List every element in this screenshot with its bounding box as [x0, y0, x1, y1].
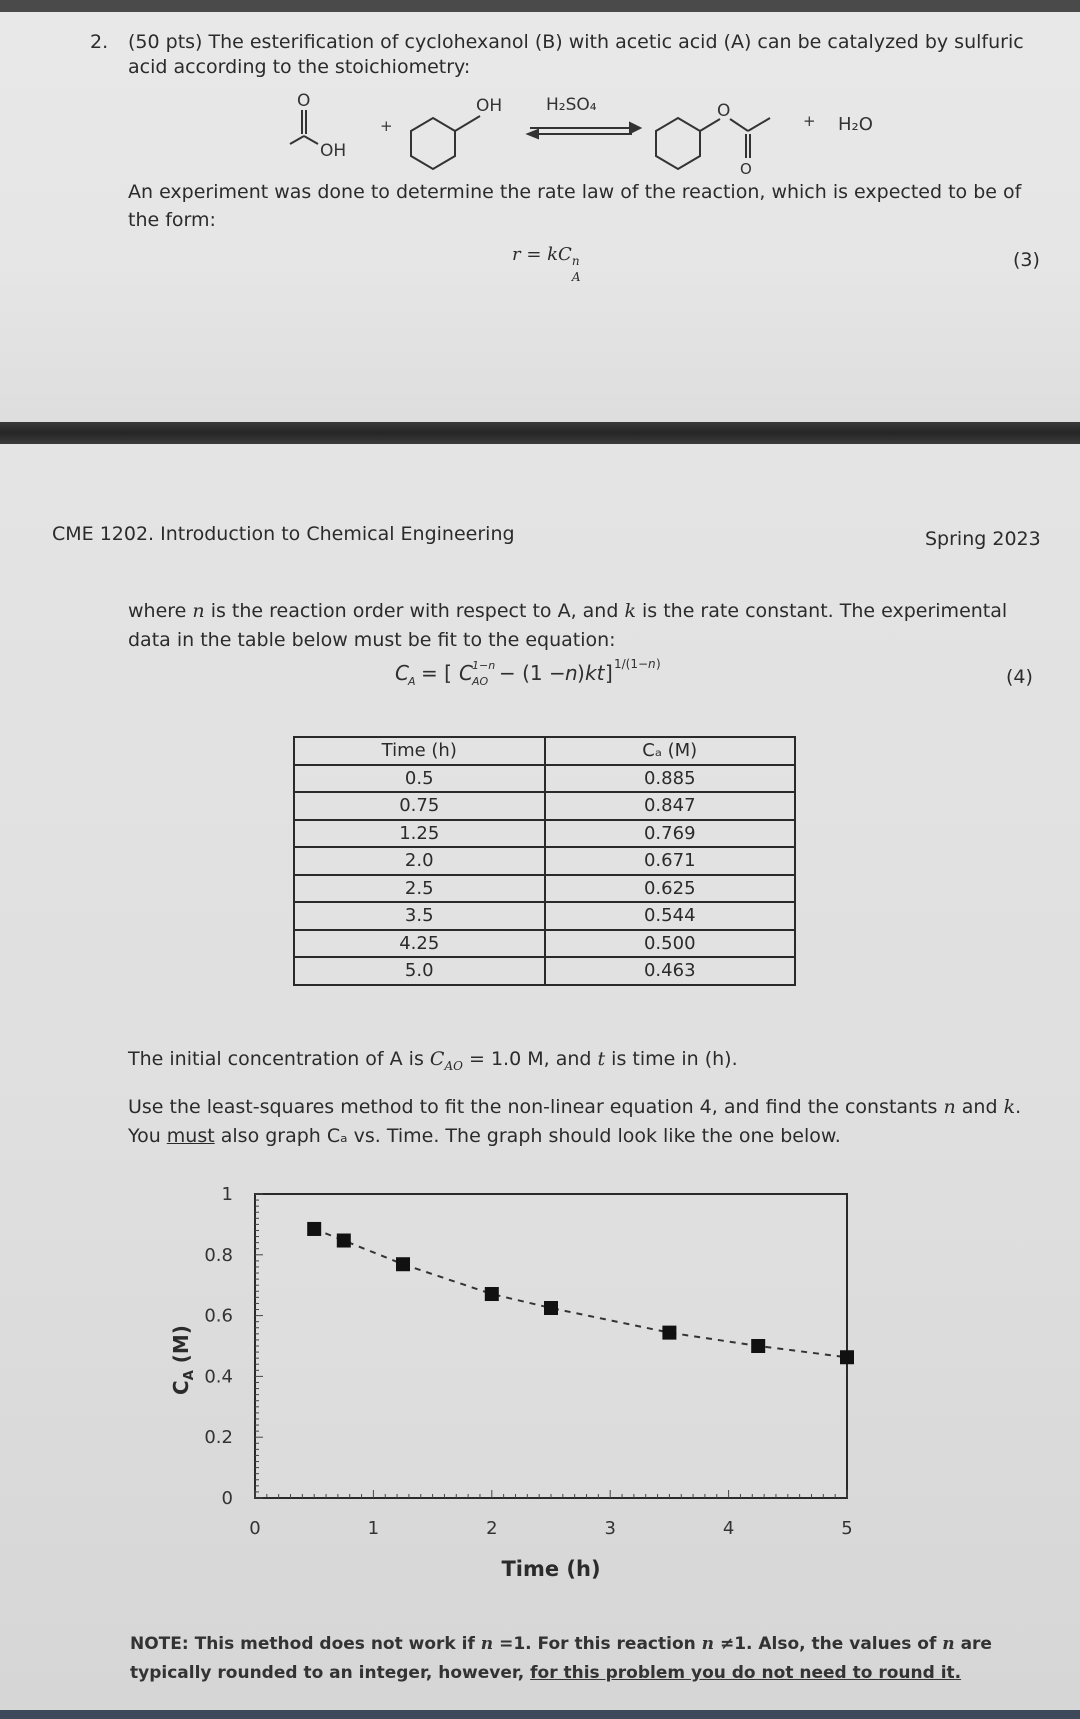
bottom-edge — [0, 1710, 1080, 1719]
cell-time: 0.5 — [294, 765, 545, 793]
svg-text:CA (M): $C_A$ (M) — [169, 1325, 197, 1395]
svg-text:C: C — [395, 661, 409, 685]
note-var-n3: n — [942, 1634, 955, 1654]
cont-text-a: where — [128, 600, 193, 622]
data-point — [396, 1257, 410, 1271]
ls-var-n: n — [943, 1096, 956, 1118]
ls-text-end: . — [1015, 1096, 1022, 1118]
cell-conc: 0.885 — [545, 765, 796, 793]
must-text-b: also graph Cₐ vs. Time. The graph should look like the one below. — [214, 1125, 841, 1147]
note-line-1 — [130, 1629, 992, 1659]
svg-text:= [: = [ — [421, 661, 452, 685]
cont-text-b: is the reaction order with respect to A, and — [204, 600, 625, 622]
y-tick-label: 0.8 — [204, 1244, 233, 1266]
y-tick-label: 0 — [221, 1488, 233, 1509]
y-tick-label: 0.4 — [204, 1366, 233, 1388]
x-tick-label: 4 — [722, 1518, 735, 1539]
svg-text:A: A — [408, 675, 416, 688]
table-row — [294, 792, 795, 820]
svg-text:): ) — [656, 657, 661, 671]
data-point — [307, 1222, 321, 1236]
rate-law-equation — [512, 240, 584, 284]
ls-text-and: and — [955, 1096, 1004, 1118]
cell-conc: 0.463 — [545, 957, 796, 985]
svg-text:kt: kt — [585, 661, 605, 685]
cell-time: 4.25 — [294, 930, 545, 958]
cell-time: 2.0 — [294, 847, 545, 875]
note-line-2 — [130, 1658, 961, 1688]
cont-var-n: n — [192, 600, 205, 622]
table-row — [294, 902, 795, 930]
intro-line-2: the form: — [128, 209, 216, 231]
cell-time: 5.0 — [294, 957, 545, 985]
ls-var-k: k — [1003, 1096, 1016, 1118]
cont-text-c: is the rate constant. The experimental — [635, 600, 1008, 622]
x-tick-label: 1 — [367, 1518, 380, 1539]
cell-conc: 0.847 — [545, 792, 796, 820]
page-divider — [0, 422, 1080, 444]
data-point — [840, 1350, 854, 1364]
plus-1: + — [380, 117, 393, 135]
y-axis-label — [169, 1325, 197, 1395]
cell-conc: 0.544 — [545, 902, 796, 930]
svg-text:AO: AO — [472, 675, 489, 688]
water-label: H₂O — [838, 114, 873, 135]
rate-law-sub: A — [571, 270, 581, 284]
note-text-a: NOTE: This method does not work if — [130, 1634, 481, 1654]
y-tick-label: 0.2 — [204, 1427, 233, 1449]
graph-instruction-line — [128, 1121, 841, 1151]
problem-line-2: acid according to the stoichiometry: — [128, 56, 471, 78]
table-row — [294, 765, 795, 793]
catalyst-label: H₂SO₄ — [546, 95, 597, 115]
x-tick-label: 3 — [604, 1518, 616, 1539]
equation-3-label: (3) — [1013, 249, 1040, 271]
must-underlined: must — [166, 1125, 215, 1147]
cell-conc: 0.500 — [545, 930, 796, 958]
ls-text-a: Use the least-squares method to fit the non-linear equation 4, and find the constants — [128, 1096, 944, 1118]
init-text-a: The initial concentration of A is — [128, 1048, 430, 1070]
table-row — [294, 930, 795, 958]
x-axis-label: Time (h) — [501, 1557, 601, 1581]
init-text-b: = 1.0 M, and — [462, 1048, 598, 1070]
svg-text:C: C — [459, 661, 473, 685]
y-tick-label: 0.6 — [204, 1305, 233, 1327]
table-row — [294, 957, 795, 985]
course-title: CME 1202. Introduction to Chemical Engineering — [52, 523, 515, 545]
init-var-c: C — [429, 1048, 445, 1070]
header-time: Time (h) — [294, 737, 545, 765]
init-var-sub: AO — [444, 1058, 463, 1073]
cell-time: 1.25 — [294, 820, 545, 848]
ester-o-bottom: O — [740, 160, 752, 176]
note-text-d: are — [954, 1634, 992, 1654]
table-row — [294, 875, 795, 903]
problem-number: 2. — [90, 31, 109, 53]
alcohol-oh: OH — [476, 96, 503, 116]
must-text-a: You — [128, 1125, 167, 1147]
cont-var-k: k — [624, 600, 636, 622]
cell-time: 0.75 — [294, 792, 545, 820]
x-tick-label: 5 — [841, 1518, 853, 1539]
concentration-chart — [150, 1170, 870, 1590]
cell-time: 2.5 — [294, 875, 545, 903]
carbonyl-o: O — [297, 91, 311, 111]
init-var-t: t — [597, 1048, 606, 1070]
note-text-b: =1. For this reaction — [493, 1634, 702, 1654]
initial-concentration-line — [128, 1044, 738, 1081]
data-point — [485, 1287, 499, 1301]
note-underlined: for this problem you do not need to round it. — [530, 1663, 962, 1683]
continuation-line-2: data in the table below must be fit to the equation: — [128, 629, 616, 651]
intro-line-1: An experiment was done to determine the rate law of the reaction, which is expected to be of — [128, 181, 1022, 203]
x-tick-label: 2 — [486, 1518, 498, 1539]
header-concentration: Cₐ (M) — [545, 737, 796, 765]
svg-text:]: ] — [605, 661, 613, 685]
svg-text:1−n: 1−n — [472, 659, 496, 672]
note-text-c: ≠1. Also, the values of — [714, 1634, 943, 1654]
equation-4-label: (4) — [1006, 666, 1033, 688]
cell-time: 3.5 — [294, 902, 545, 930]
note-text-e: typically rounded to an integer, however, — [130, 1663, 531, 1683]
init-text-c: is time in (h). — [605, 1048, 738, 1070]
table-row — [294, 820, 795, 848]
table-row — [294, 847, 795, 875]
top-edge — [0, 0, 1080, 12]
table-header-row — [294, 737, 795, 765]
data-point — [751, 1339, 765, 1353]
plus-2: + — [803, 112, 816, 130]
svg-text:n: n — [565, 661, 578, 685]
acid-oh: OH — [320, 141, 347, 161]
continuation-line-1 — [128, 596, 1007, 626]
svg-text:n: n — [648, 657, 656, 671]
least-squares-line — [128, 1092, 1021, 1122]
svg-text:): ) — [577, 661, 585, 685]
data-point — [662, 1326, 676, 1340]
svg-text:− (1 −: − (1 − — [499, 661, 566, 685]
svg-text:1/(1−: 1/(1− — [614, 657, 649, 671]
cell-conc: 0.625 — [545, 875, 796, 903]
data-point — [544, 1301, 558, 1315]
x-tick-label: 0 — [249, 1518, 261, 1539]
term-label: Spring 2023 — [925, 528, 1041, 550]
cell-conc: 0.769 — [545, 820, 796, 848]
y-tick-label: 1 — [221, 1184, 233, 1205]
cell-conc: 0.671 — [545, 847, 796, 875]
note-var-n1: n — [480, 1634, 494, 1654]
data-point — [337, 1234, 351, 1248]
rate-law-main: r = kC — [512, 244, 572, 265]
note-var-n2: n — [701, 1634, 715, 1654]
ester-o-top: O — [717, 101, 731, 121]
fit-equation — [395, 652, 715, 692]
reaction-scheme — [280, 86, 900, 176]
rate-law-sup: n — [571, 254, 580, 268]
problem-line-1: (50 pts) The esterification of cyclohexanol (B) with acetic acid (A) can be catalyzed by sulfuric — [128, 31, 1024, 53]
data-table — [293, 736, 796, 986]
